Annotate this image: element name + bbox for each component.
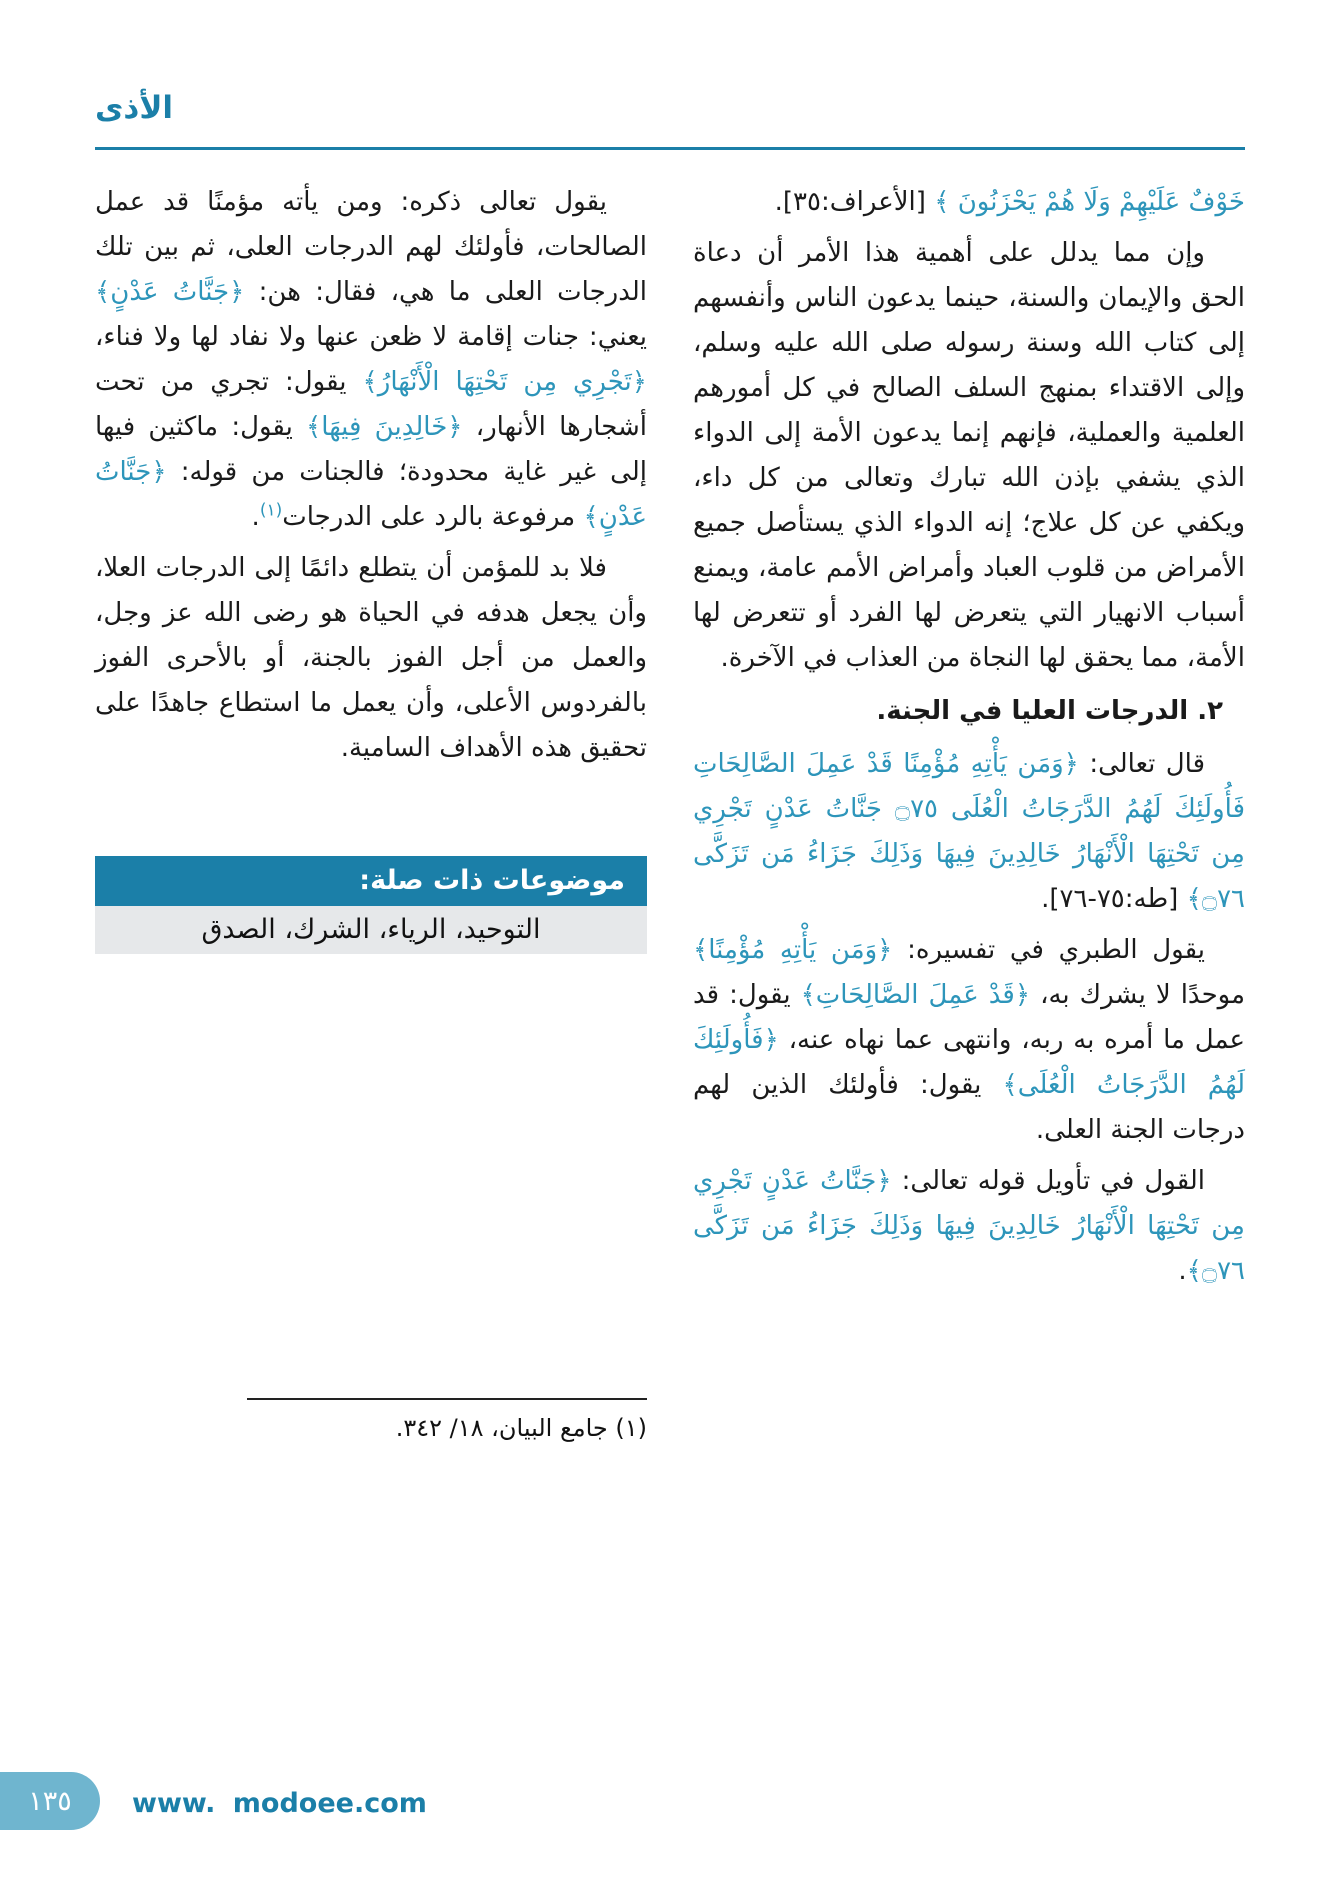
body-text: .: [1178, 1256, 1187, 1286]
footnote-divider-rule: [247, 1398, 647, 1400]
quran-quote: ﴿وَمَن يَأْتِهِ مُؤْمِنًا﴾: [693, 935, 893, 965]
body-text: [طه:٧٥-٧٦].: [1041, 884, 1187, 914]
column-right: [693, 180, 1245, 1300]
paragraph: [95, 546, 647, 771]
quran-quote: ﴿وَمَن يَأْتِهِ مُؤْمِنًا قَدْ عَمِلَ الصَّالِحَاتِ فَأُولَئِكَ لَهُمُ الدَّرَجَاتُ الْعُلَى ۝٧٥ جَنَّاتُ عَدْنٍ تَجْرِي مِن تَحْتِهَا الْأَنْهَارُ خَالِدِينَ فِيهَا وَذَلِكَ جَزَاءُ مَن تَزَكَّى ۝٧٦﴾: [693, 749, 1245, 914]
body-text: .: [251, 502, 260, 532]
body-text: يقول: قد عمل ما أمره به ربه، وانتهى عما نهاه عنه،: [693, 980, 1245, 1055]
footnote: [95, 1398, 647, 1442]
body-text: مرفوعة بالرد على الدرجات: [282, 502, 584, 532]
quran-quote: ﴿جَنَّاتُ عَدْنٍ﴾: [95, 457, 647, 532]
body-text: وإن مما يدلل على أهمية هذا الأمر أن دعاة الحق والإيمان والسنة، حينما يدعون الناس وأنفسهم إلى كتاب الله وسنة رسوله صلى الله عليه وسلم، وإلى الاقتداء بمنهج السلف الصالح في كل أمورهم العلمية والعملية، فإنهم إنما يدعون الأمة إلى الدواء الذي يشفي بإذن الله تبارك وتعالى من كل داء، ويكفي عن كل علاج؛ إنه الدواء الذي يستأصل جميع الأمراض من قلوب العباد وأمراض الأمم عامة، ويمنع أسباب الانهيار التي يتعرض لها الفرد أو تتعرض لها الأمة، مما يحقق لها النجاة من العذاب في الآخرة.: [693, 238, 1245, 673]
quran-quote: خَوْفٌ عَلَيْهِمْ وَلَا هُمْ يَحْزَنُونَ ﴾: [934, 187, 1245, 217]
header-divider-rule: [95, 147, 1245, 150]
section-heading: [693, 689, 1245, 734]
related-topics-header: موضوعات ذات صلة:: [95, 856, 647, 906]
body-text: قال تعالى:: [1078, 749, 1206, 779]
paragraph: [693, 742, 1245, 922]
footnote-text: (١) جامع البيان، ١٨/ ٣٤٢.: [395, 1414, 647, 1442]
body-text: ٢. الدرجات العليا في الجنة.: [876, 696, 1223, 726]
body-text: يعني: جنات إقامة لا ظعن عنها ولا نفاد لها ولا فناء،: [95, 322, 647, 352]
site-url-space: [215, 1788, 232, 1819]
quran-quote: ﴿تَجْرِي مِن تَحْتِهَا الْأَنْهَارُ﴾: [362, 367, 648, 397]
paragraph: [95, 180, 647, 540]
quran-quote: ﴿فَأُولَئِكَ لَهُمُ الدَّرَجَاتُ الْعُلَى﴾: [693, 1025, 1245, 1100]
body-text: يقول: ماكثين فيها إلى غير غاية محدودة؛ فالجنات من قوله:: [95, 412, 647, 487]
quran-quote: ﴿خَالِدِينَ فِيهَا﴾: [306, 412, 463, 442]
column-left-blocks: [95, 180, 647, 771]
body-text: القول في تأويل قوله تعالى:: [891, 1166, 1205, 1196]
quran-quote: ﴿جَنَّاتُ عَدْنٍ تَجْرِي مِن تَحْتِهَا الْأَنْهَارُ خَالِدِينَ فِيهَا وَذَلِكَ جَزَاءُ مَن تَزَكَّى ۝٧٦﴾: [693, 1166, 1245, 1286]
body-text: فلا بد للمؤمن أن يتطلع دائمًا إلى الدرجات العلا، وأن يجعل هدفه في الحياة هو رضى الله عز وجل، والعمل من أجل الفوز بالجنة، أو بالأحرى الفوز بالفردوس الأعلى، وأن يعمل ما استطاع جاهدًا على تحقيق هذه الأهداف السامية.: [95, 553, 647, 763]
site-url-www: www.: [132, 1788, 216, 1819]
body-text: يقول: فأولئك الذين لهم درجات الجنة العلى.: [693, 1070, 1245, 1145]
page-number: ١٣٥: [28, 1785, 72, 1817]
text-columns: [95, 180, 1245, 1300]
quran-quote: ﴿قَدْ عَمِلَ الصَّالِحَاتِ﴾: [800, 980, 1031, 1010]
site-url: [132, 1788, 427, 1819]
body-text: يقول: تجري من تحت أشجارها الأنهار،: [95, 367, 647, 442]
running-head-title: الأذى: [95, 90, 174, 126]
related-topics-list: التوحيد، الرياء، الشرك، الصدق: [95, 906, 647, 954]
body-text: يقول تعالى ذكره: ومن يأته مؤمنًا قد عمل الصالحات، فأولئك لهم الدرجات العلى، ثم بين تلك الدرجات العلى ما هي، فقال: هن:: [95, 187, 647, 307]
paragraph: [693, 1159, 1245, 1294]
footnote-marker: (١): [259, 500, 283, 521]
column-left: [95, 180, 647, 954]
body-text: [الأعراف:٣٥].: [774, 187, 935, 217]
paragraph: [693, 231, 1245, 681]
body-text: موحدًا لا يشرك به،: [1030, 980, 1246, 1010]
paragraph: [693, 928, 1245, 1153]
page-number-badge: [0, 1772, 100, 1830]
quran-quote: ﴿جَنَّاتُ عَدْنٍ﴾: [95, 277, 245, 307]
body-text: يقول الطبري في تفسيره:: [892, 935, 1205, 965]
verse-paragraph: [693, 180, 1245, 225]
related-topics-box: [95, 856, 647, 954]
site-url-domain: modoee.com: [232, 1788, 427, 1819]
